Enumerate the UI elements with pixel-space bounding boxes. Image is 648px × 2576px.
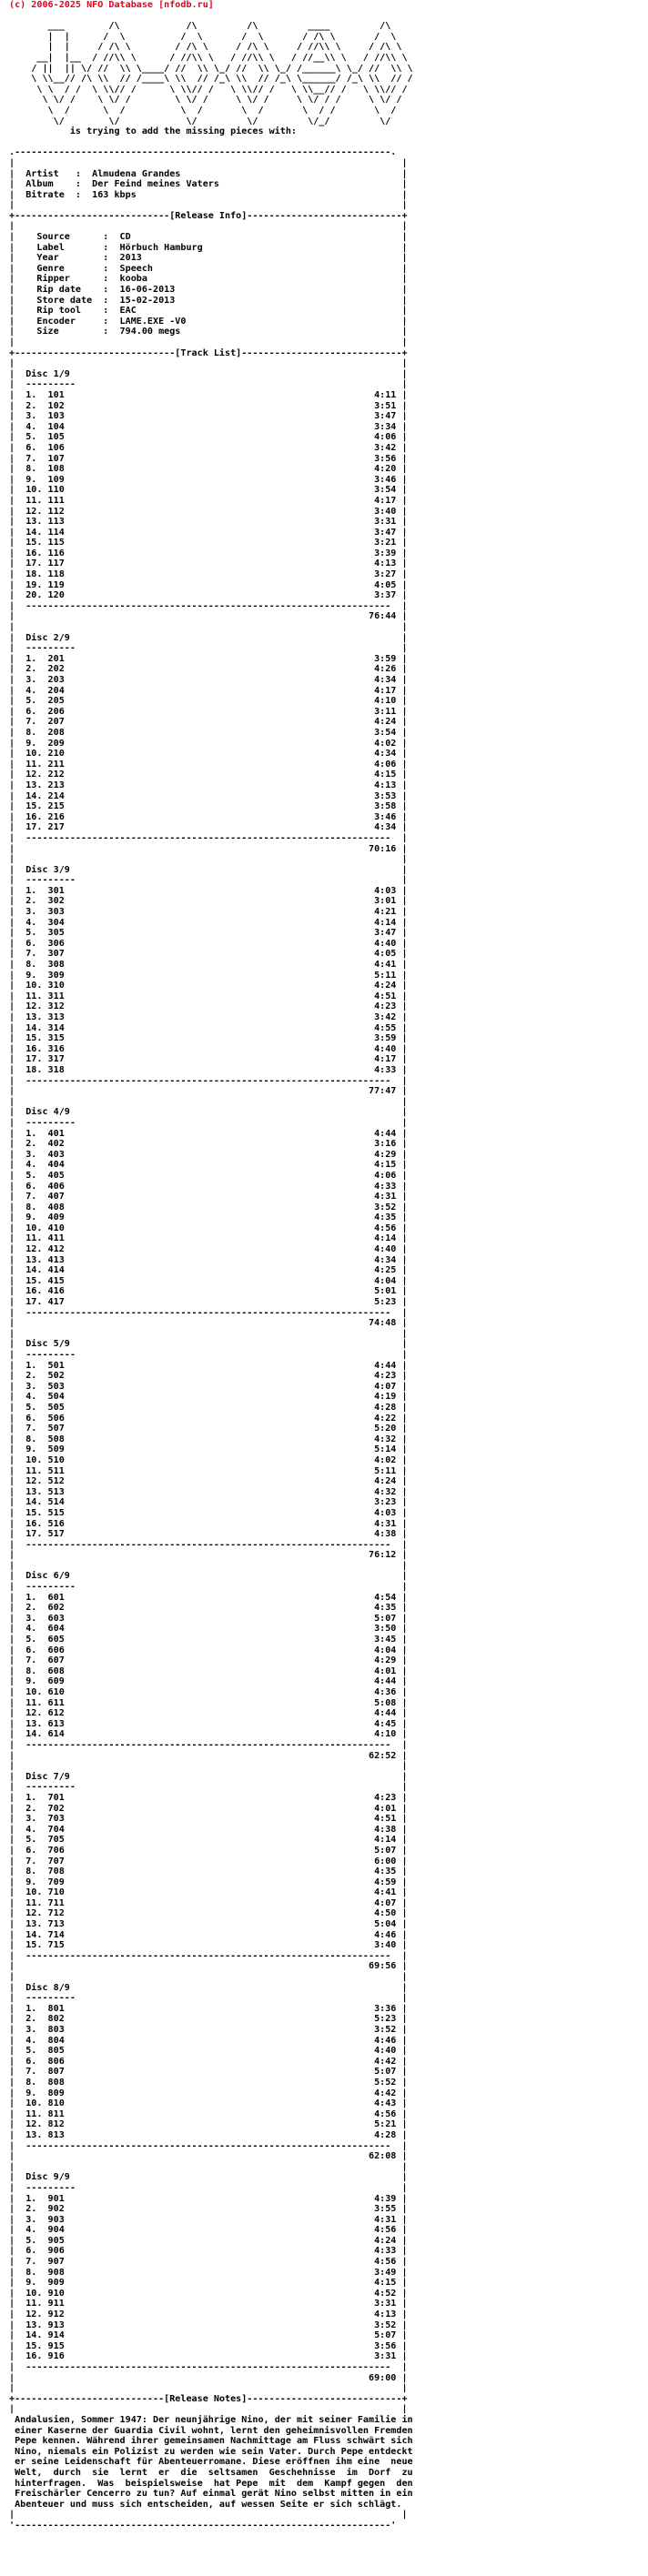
track-row: | 1. 701 4:23 | [9,1792,408,1803]
disc-total: | 69:56 | [9,1961,408,1972]
track-row: | 7. 407 4:31 | [9,1192,408,1202]
track-row: | 15. 915 3:56 | [9,2340,408,2351]
track-row: | 2. 102 3:51 | [9,400,408,411]
track-row: | 4. 204 4:17 | [9,685,408,696]
track-row: | 8. 508 4:32 | [9,1434,408,1444]
disc-title: | Disc 7/9 | [9,1771,408,1782]
track-row: | 11. 311 4:51 | [9,991,408,1001]
track-row: | 4. 804 4:46 | [9,2035,408,2046]
track-row: | 8. 608 4:01 | [9,1665,408,1676]
track-row: | 13. 213 4:13 | [9,780,408,790]
track-row: | 13. 313 3:42 | [9,1012,408,1022]
disc-title: | Disc 5/9 | [9,1339,408,1350]
track-row: | 11. 611 5:08 | [9,1697,408,1708]
release-info-row: | Rip date : 16-06-2013 | [9,285,408,296]
track-row: | 15. 115 3:21 | [9,538,408,548]
artist-row: | Artist : Almudena Grandes | [9,168,408,179]
track-row: | 4. 104 3:34 | [9,421,408,432]
release-info-row: | Source : CD | [9,232,408,243]
track-row: | 2. 802 5:23 | [9,2014,408,2025]
track-row: | 9. 209 4:02 | [9,738,408,749]
track-row: | 5. 405 4:06 | [9,1170,408,1181]
track-row: | 7. 807 5:07 | [9,2067,408,2078]
blank-line: | | [9,1972,408,1983]
track-row: | 2. 702 4:01 | [9,1803,408,1814]
disc-total: | 76:44 | [9,611,408,622]
track-row: | 6. 906 4:33 | [9,2246,408,2257]
track-row: | 9. 309 5:11 | [9,970,408,981]
disc-total: | 74:48 | [9,1318,408,1329]
track-row: | 17. 417 5:23 | [9,1297,408,1308]
track-row: | 1. 401 4:44 | [9,1128,408,1139]
track-row: | 13. 713 5:04 | [9,1919,408,1930]
track-row: | 18. 118 3:27 | [9,569,408,580]
track-row: | 14. 314 4:55 | [9,1022,408,1033]
disc-total: | 62:52 | [9,1750,408,1761]
release-notes-line: Abenteuer und muss sich entscheiden, auf wessen Seite er sich schlägt. [9,2499,402,2510]
track-row: | 12. 812 5:21 | [9,2119,408,2130]
track-row: | 6. 106 3:42 | [9,442,408,453]
track-row: | 2. 902 3:55 | [9,2204,408,2215]
track-row: | 11. 111 4:17 | [9,495,408,506]
track-row: | 10. 410 4:56 | [9,1223,408,1233]
track-row: | 9. 109 3:46 | [9,474,408,485]
disc-total-rule: | ------------------------------------------------------------------ | [9,832,408,843]
track-row: | 14. 214 3:53 | [9,790,408,801]
track-row: | 4. 504 4:19 | [9,1392,408,1403]
track-row: | 10. 910 4:52 | [9,2288,408,2299]
track-row: | 8. 408 3:52 | [9,1202,408,1213]
disc-underline: | --------- | [9,1993,408,2004]
track-row: | 1. 901 4:39 | [9,2193,408,2204]
release-info-row: | Genre : Speech | [9,263,408,274]
track-row: | 11. 711 4:07 | [9,1897,408,1908]
release-notes-line: Pepe kennen. Während ihrer gemeinsamen Nachmittage am Fluss schwärt sich [9,2436,413,2447]
track-row: | 3. 903 4:31 | [9,2214,408,2225]
track-row: | 10. 710 4:41 | [9,1887,408,1898]
track-row: | 2. 602 4:35 | [9,1603,408,1614]
release-notes-line: hinterfragen. Was beispielsweise hat Pepe mit dem Kampf gegen den [9,2478,413,2489]
blank-line: | | [9,854,408,865]
track-row: | 7. 607 4:29 | [9,1655,408,1666]
track-row: | 9. 709 4:59 | [9,1877,408,1887]
blank-line: | | [9,1560,408,1571]
track-row: | 6. 306 4:40 | [9,938,408,949]
blank-line: | | [9,2161,408,2172]
track-row: | 13. 613 4:45 | [9,1718,408,1729]
blank-line: | | [9,2510,408,2521]
track-row: | 17. 217 4:34 | [9,822,408,833]
disc-title: | Disc 9/9 | [9,2172,408,2183]
disc-underline: | --------- | [9,643,408,654]
track-row: | 5. 505 4:28 | [9,1402,408,1413]
release-info-row: | Label : Hörbuch Hamburg | [9,242,408,253]
disc-total-rule: | ------------------------------------------------------------------ | [9,2140,408,2151]
disc-underline: | --------- | [9,1350,408,1360]
track-row: | 6. 506 4:22 | [9,1413,408,1424]
track-row: | 8. 308 4:41 | [9,960,408,971]
track-row: | 9. 809 4:42 | [9,2088,408,2098]
disc-total: | 70:16 | [9,843,408,854]
release-info-row: | Store date : 15-02-2013 | [9,295,408,306]
track-row: | 3. 303 4:21 | [9,907,408,918]
track-row: | 16. 916 3:31 | [9,2351,408,2362]
track-row: | 7. 207 4:24 | [9,717,408,728]
track-row: | 12. 512 4:24 | [9,1476,408,1487]
track-row: | 12. 912 4:13 | [9,2309,408,2320]
track-row: | 14. 114 3:47 | [9,527,408,538]
track-row: | 5. 205 4:10 | [9,696,408,707]
track-row: | 3. 803 3:52 | [9,2025,408,2035]
track-row: | 15. 515 4:03 | [9,1507,408,1518]
track-row: | 6. 206 3:11 | [9,706,408,717]
nfo-body [9,147,413,2531]
track-row: | 18. 318 4:33 | [9,1064,408,1075]
blank-line: | | [9,622,408,633]
track-row: | 13. 813 4:28 | [9,2129,408,2140]
release-info-row: | Year : 2013 | [9,253,408,264]
disc-title: | Disc 3/9 | [9,864,408,875]
track-row: | 10. 810 4:43 | [9,2098,408,2109]
track-row: | 11. 211 4:06 | [9,759,408,770]
track-row: | 15. 715 3:40 | [9,1940,408,1951]
track-row: | 2. 202 4:26 | [9,664,408,675]
section-release-info: +----------------------------[Release Info]----------------------------+ [9,210,408,221]
track-row: | 2. 302 3:01 | [9,896,408,907]
track-row: | 10. 310 4:24 | [9,981,408,991]
track-row: | 14. 714 4:46 | [9,1929,408,1940]
blank-line: | | [9,358,408,369]
track-row: | 2. 502 4:23 | [9,1371,408,1382]
release-notes-line: er seine Leidenschaft für Abenteuerromane. Diese eröffnen ihm eine neue [9,2457,413,2468]
track-row: | 12. 112 3:40 | [9,506,408,517]
track-row: | 1. 801 3:36 | [9,2003,408,2014]
section-release-notes: +---------------------------[Release Notes]----------------------------+ [9,2393,408,2404]
track-row: | 16. 216 3:46 | [9,811,408,822]
track-row: | 3. 703 4:51 | [9,1814,408,1825]
track-row: | 6. 806 4:42 | [9,2056,408,2067]
track-row: | 13. 413 4:34 | [9,1254,408,1265]
track-row: | 5. 905 4:24 | [9,2235,408,2246]
disc-total: | 69:00 | [9,2372,408,2383]
release-info-row: | Rip tool : EAC | [9,306,408,317]
track-row: | 20. 120 3:37 | [9,590,408,601]
track-row: | 6. 606 4:04 | [9,1645,408,1655]
track-row: | 14. 614 4:10 | [9,1729,408,1740]
track-row: | 5. 705 4:14 | [9,1835,408,1846]
track-row: | 7. 107 3:56 | [9,453,408,464]
disc-underline: | --------- | [9,1582,408,1593]
release-notes-line: Andalusien, Sommer 1947: Der neunjährige Nino, der mit seiner Familie in [9,2414,413,2425]
track-row: | 15. 415 4:04 | [9,1275,408,1286]
disc-title: | Disc 6/9 | [9,1571,408,1582]
track-row: | 8. 208 3:54 | [9,727,408,738]
track-row: | 3. 403 4:29 | [9,1149,408,1160]
track-row: | 11. 411 4:14 | [9,1233,408,1244]
frame-bottom: '--------------------------------------------------------------------' [9,2520,397,2531]
disc-total-rule: | ------------------------------------------------------------------ | [9,600,408,611]
track-row: | 7. 707 6:00 | [9,1856,408,1867]
track-row: | 10. 210 4:34 | [9,749,408,760]
artist-row: | Bitrate : 163 kbps | [9,189,408,200]
track-row: | 9. 909 4:15 | [9,2278,408,2289]
track-row: | 14. 914 5:07 | [9,2330,408,2341]
track-row: | 10. 610 4:36 | [9,1687,408,1697]
disc-total-rule: | ------------------------------------------------------------------ | [9,1307,408,1318]
frame-top: .--------------------------------------------------------------------. [9,147,397,158]
disc-title: | Disc 2/9 | [9,632,408,643]
track-row: | 12. 612 4:44 | [9,1708,408,1719]
track-row: | 5. 305 3:47 | [9,928,408,939]
track-row: | 7. 307 4:05 | [9,949,408,960]
release-info-row: | Encoder : LAME.EXE -V0 | [9,316,408,327]
track-row: | 14. 514 3:23 | [9,1497,408,1508]
release-info-row: | Ripper : kooba | [9,274,408,285]
track-row: | 13. 913 3:52 | [9,2319,408,2330]
track-row: | 8. 108 4:20 | [9,464,408,475]
disc-total-rule: | ------------------------------------------------------------------ | [9,1539,408,1550]
track-row: | 5. 105 4:06 | [9,432,408,443]
disc-underline: | --------- | [9,2182,408,2193]
track-row: | 14. 414 4:25 | [9,1265,408,1276]
track-row: | 15. 215 3:58 | [9,801,408,812]
track-row: | 11. 911 3:31 | [9,2299,408,2309]
track-row: | 1. 301 4:03 | [9,885,408,896]
track-row: | 4. 304 4:14 | [9,917,408,928]
track-row: | 4. 904 4:56 | [9,2225,408,2236]
track-row: | 12. 312 4:23 | [9,1001,408,1012]
track-row: | 8. 808 5:52 | [9,2077,408,2088]
artist-row: | Album : Der Feind meines Vaters | [9,179,408,190]
track-row: | 8. 908 3:49 | [9,2267,408,2278]
track-row: | 10. 510 4:02 | [9,1454,408,1465]
blank-line: | | [9,1761,408,1772]
disc-total: | 77:47 | [9,1086,408,1097]
track-row: | 12. 212 4:15 | [9,770,408,780]
disc-underline: | --------- | [9,875,408,886]
track-row: | 17. 317 4:17 | [9,1054,408,1065]
track-row: | 7. 907 4:56 | [9,2257,408,2268]
track-row: | 6. 706 5:07 | [9,1845,408,1856]
release-notes-line: Freischärler Cencerro zu tun? Auf einmal gerät Nino selbst mitten in ein [9,2489,413,2500]
disc-underline: | --------- | [9,1782,408,1793]
track-row: | 4. 404 4:15 | [9,1160,408,1171]
track-row: | 12. 712 4:50 | [9,1908,408,1919]
disc-total-rule: | ------------------------------------------------------------------ | [9,1075,408,1086]
release-notes-line: einer Kaserne der Guardia Civil wohnt, lernt den geheimnisvollen Fremden [9,2425,413,2436]
track-row: | 13. 513 4:32 | [9,1486,408,1497]
track-row: | 4. 604 3:50 | [9,1624,408,1635]
release-notes-line: Welt, durch sie lernt er die seltsamen Geschehnisse im Dorf zu [9,2467,413,2478]
disc-total-rule: | ------------------------------------------------------------------ | [9,1739,408,1750]
ascii-logo: ___ /\ /\ /\ ____ /\ | | / \ / \ / \ / /\ \ / \ | | / /\ \ / /\ \ / /\ \ / //\\ \ / /\ \ __| |__ / //\\ \ / //\\ \ / //\\ \ / //__\\ \ / //\\ \ / || || \/ // \\ \____/ // \\ \_/ // \\ \_/ /______\ \_/ // \\ \ \ \\__// /\ \\ // /____\ \\ // /_\ \\ // /_\ \______/ /_\ \\ // / \ \ / / \ \\// / \ \\// / \ \\// / \ \\__// / \ \\// / \ \/ / \ \/ / \ \/ / \ \/ / \ \/ / / \ \/ / \ / \ / \ / \ / \ / / \ / \/ \/ \/ \/ \/_/ \/ [31,21,413,126]
disc-total: | 76:12 | [9,1550,408,1561]
track-row: | 2. 402 3:16 | [9,1139,408,1150]
nfodb-credit: (c) 2006-2025 NFO Database [nfodb.ru] [9,0,214,10]
blank-line: | | [9,221,408,232]
track-row: | 16. 416 5:01 | [9,1286,408,1297]
track-row: | 9. 509 5:14 | [9,1444,408,1455]
disc-title: | Disc 8/9 | [9,1982,408,1993]
track-row: | 1. 101 4:11 | [9,389,408,400]
blank-line: | | [9,200,408,211]
disc-total-rule: | ------------------------------------------------------------------ | [9,2362,408,2372]
disc-underline: | --------- | [9,1117,408,1128]
blank-line: | | [9,2404,408,2415]
track-row: | 16. 516 4:31 | [9,1518,408,1529]
track-row: | 8. 708 4:35 | [9,1867,408,1877]
track-row: | 11. 811 4:56 | [9,2108,408,2119]
track-row: | 9. 409 4:35 | [9,1213,408,1223]
track-row: | 16. 116 3:39 | [9,548,408,558]
track-row: | 1. 501 4:44 | [9,1360,408,1371]
release-info-row: | Size : 794.00 megs | [9,327,408,337]
blank-line: | | [9,337,408,347]
track-row: | 19. 119 4:05 | [9,579,408,590]
track-row: | 10. 110 3:54 | [9,485,408,496]
track-row: | 12. 412 4:40 | [9,1244,408,1255]
track-row: | 1. 201 3:59 | [9,653,408,664]
track-row: | 17. 117 4:13 | [9,558,408,569]
track-row: | 3. 503 4:07 | [9,1381,408,1392]
blank-line: | | [9,1096,408,1107]
track-row: | 13. 113 3:31 | [9,517,408,528]
track-row: | 11. 511 5:11 | [9,1465,408,1476]
track-row: | 1. 601 4:54 | [9,1592,408,1603]
track-row: | 5. 605 3:45 | [9,1635,408,1645]
blank-line: | | [9,2383,408,2394]
track-row: | 15. 315 3:59 | [9,1033,408,1044]
track-row: | 17. 517 4:38 | [9,1529,408,1540]
track-row: | 4. 704 4:38 | [9,1824,408,1835]
disc-title: | Disc 1/9 | [9,368,408,379]
section-track-list: +-----------------------------[Track List]-----------------------------+ [9,347,408,358]
track-row: | 3. 103 3:47 | [9,411,408,422]
track-row: | 3. 603 5:07 | [9,1613,408,1624]
release-notes-line: Nino, niemals ein Polizist zu werden wie sein Vater. Durch Pepe entdeckt [9,2446,413,2457]
track-row: | 7. 507 5:20 | [9,1424,408,1434]
disc-underline: | --------- | [9,379,408,390]
track-row: | 9. 609 4:44 | [9,1676,408,1687]
track-row: | 16. 316 4:40 | [9,1043,408,1054]
disc-title: | Disc 4/9 | [9,1107,408,1118]
tagline: is trying to add the missing pieces with: [9,126,298,137]
track-row: | 6. 406 4:33 | [9,1181,408,1192]
track-row: | 5. 805 4:40 | [9,2046,408,2057]
disc-total: | 62:08 | [9,2151,408,2162]
blank-line: | | [9,1328,408,1339]
track-row: | 3. 203 4:34 | [9,675,408,685]
disc-total-rule: | ------------------------------------------------------------------ | [9,1950,408,1961]
blank-line: | | [9,157,408,168]
